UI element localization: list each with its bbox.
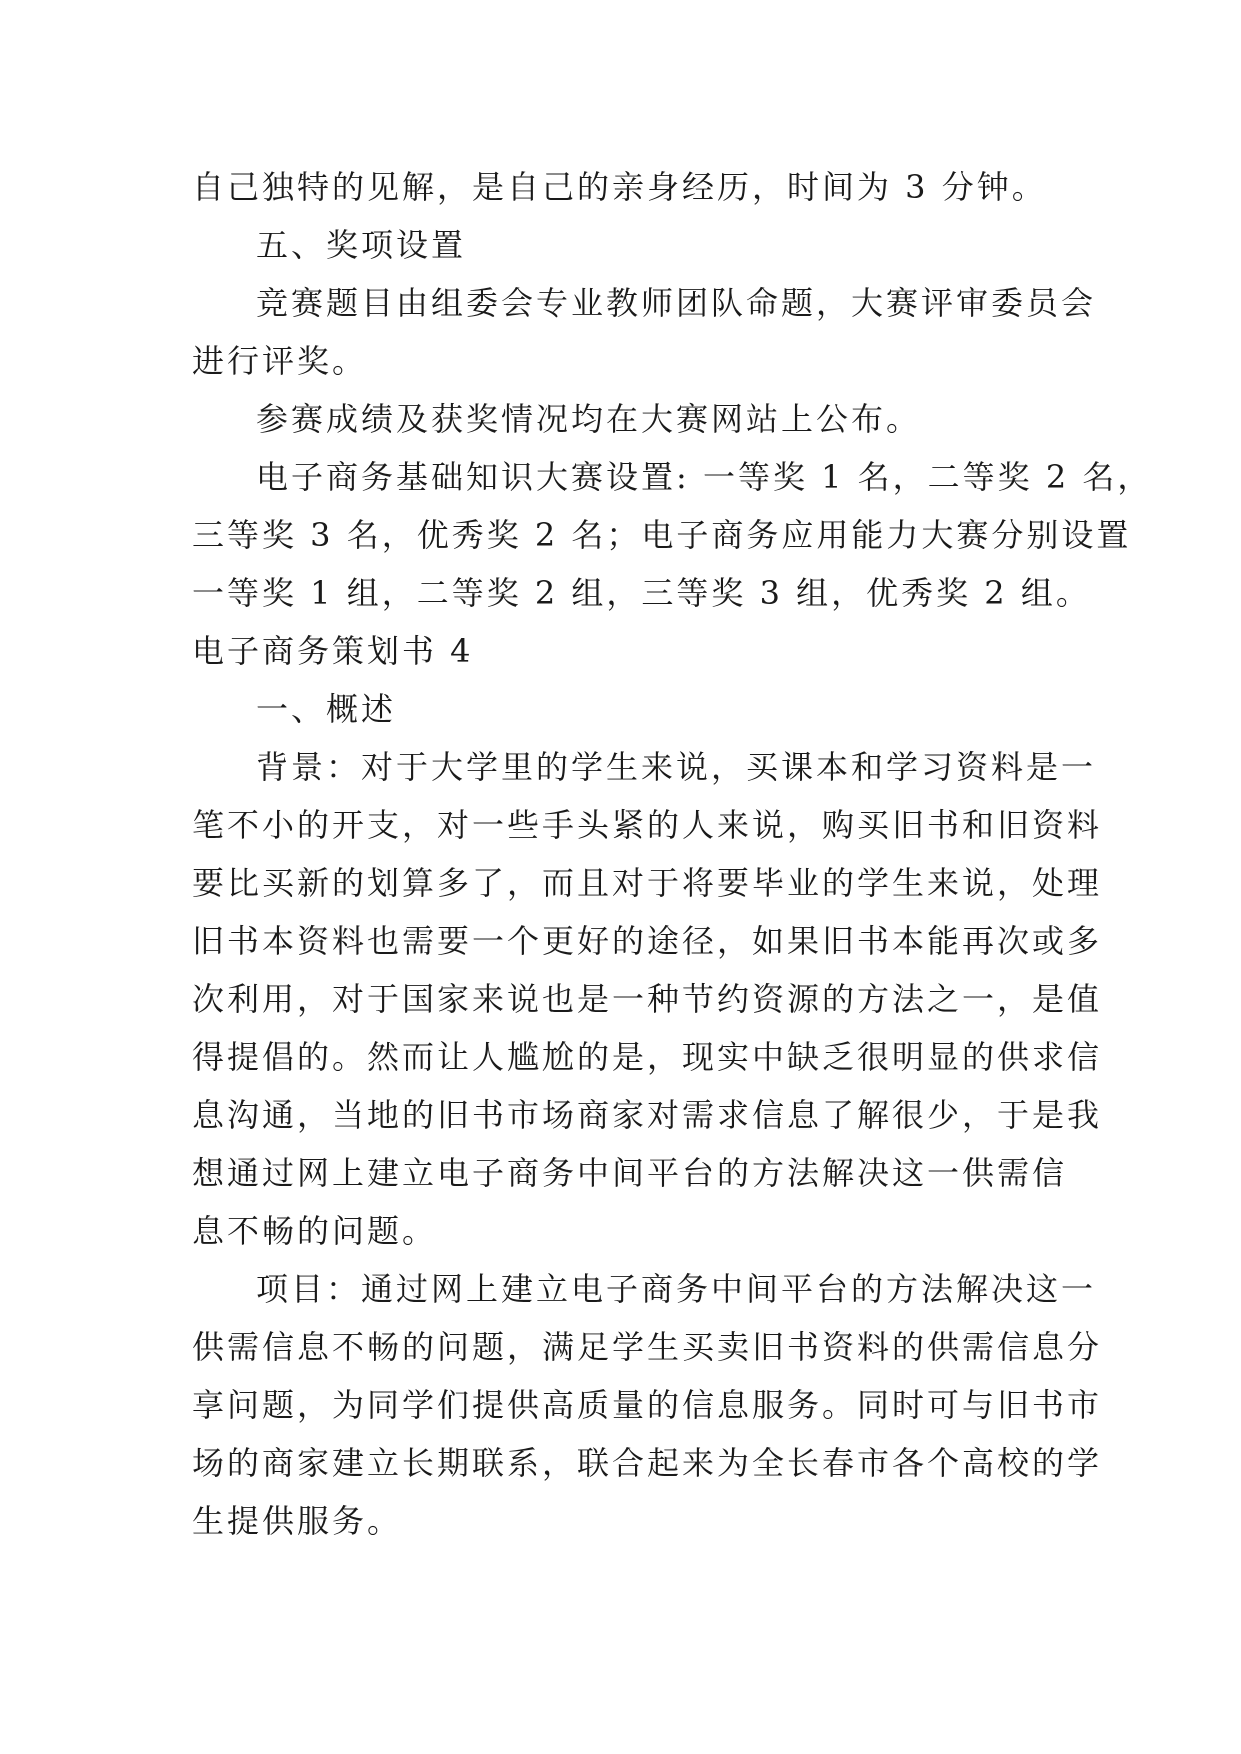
text-line: 次利用，对于国家来说也是一种节约资源的方法之一，是值 [192, 980, 1103, 1018]
text-line: 电子商务基础知识大赛设置: 一等奖 1 名，二等奖 2 名， [256, 458, 1153, 496]
document-title: 电子商务策划书 4 [192, 632, 474, 670]
text-line: 想通过网上建立电子商务中间平台的方法解决这一供需信 [192, 1154, 1068, 1192]
text-line: 笔不小的开支，对一些手头紧的人来说，购买旧书和旧资料 [192, 806, 1103, 844]
section-heading-overview: 一、概述 [256, 690, 397, 728]
text-line: 参赛成绩及获奖情况均在大赛网站上公布。 [256, 400, 922, 438]
text-line: 自己独特的见解，是自己的亲身经历，时间为 3 分钟。 [192, 168, 1047, 206]
text-line: 息不畅的问题。 [192, 1212, 438, 1250]
text-line: 息沟通，当地的旧书市场商家对需求信息了解很少，于是我 [192, 1096, 1103, 1134]
text-line: 旧书本资料也需要一个更好的途径，如果旧书本能再次或多 [192, 922, 1103, 960]
text-line: 竞赛题目由组委会专业教师团队命题，大赛评审委员会 [256, 284, 1097, 322]
text-line: 一等奖 1 组，二等奖 2 组，三等奖 3 组，优秀奖 2 组。 [192, 574, 1091, 612]
text-line: 项目：通过网上建立电子商务中间平台的方法解决这一 [256, 1270, 1097, 1308]
text-line: 三等奖 3 名，优秀奖 2 名；电子商务应用能力大赛分别设置 [192, 516, 1132, 554]
text-line: 进行评奖。 [192, 342, 368, 380]
text-line: 享问题，为同学们提供高质量的信息服务。同时可与旧书市 [192, 1386, 1103, 1424]
text-line: 背景：对于大学里的学生来说，买课本和学习资料是一 [256, 748, 1097, 786]
text-line: 供需信息不畅的问题，满足学生买卖旧书资料的供需信息分 [192, 1328, 1103, 1366]
section-heading-awards: 五、奖项设置 [256, 226, 467, 264]
text-line: 得提倡的。然而让人尴尬的是，现实中缺乏很明显的供求信 [192, 1038, 1103, 1076]
text-line: 场的商家建立长期联系，联合起来为全长春市各个高校的学 [192, 1444, 1103, 1482]
text-line: 要比买新的划算多了，而且对于将要毕业的学生来说，处理 [192, 864, 1103, 902]
text-line: 生提供服务。 [192, 1502, 403, 1540]
document-body [192, 158, 1153, 1550]
